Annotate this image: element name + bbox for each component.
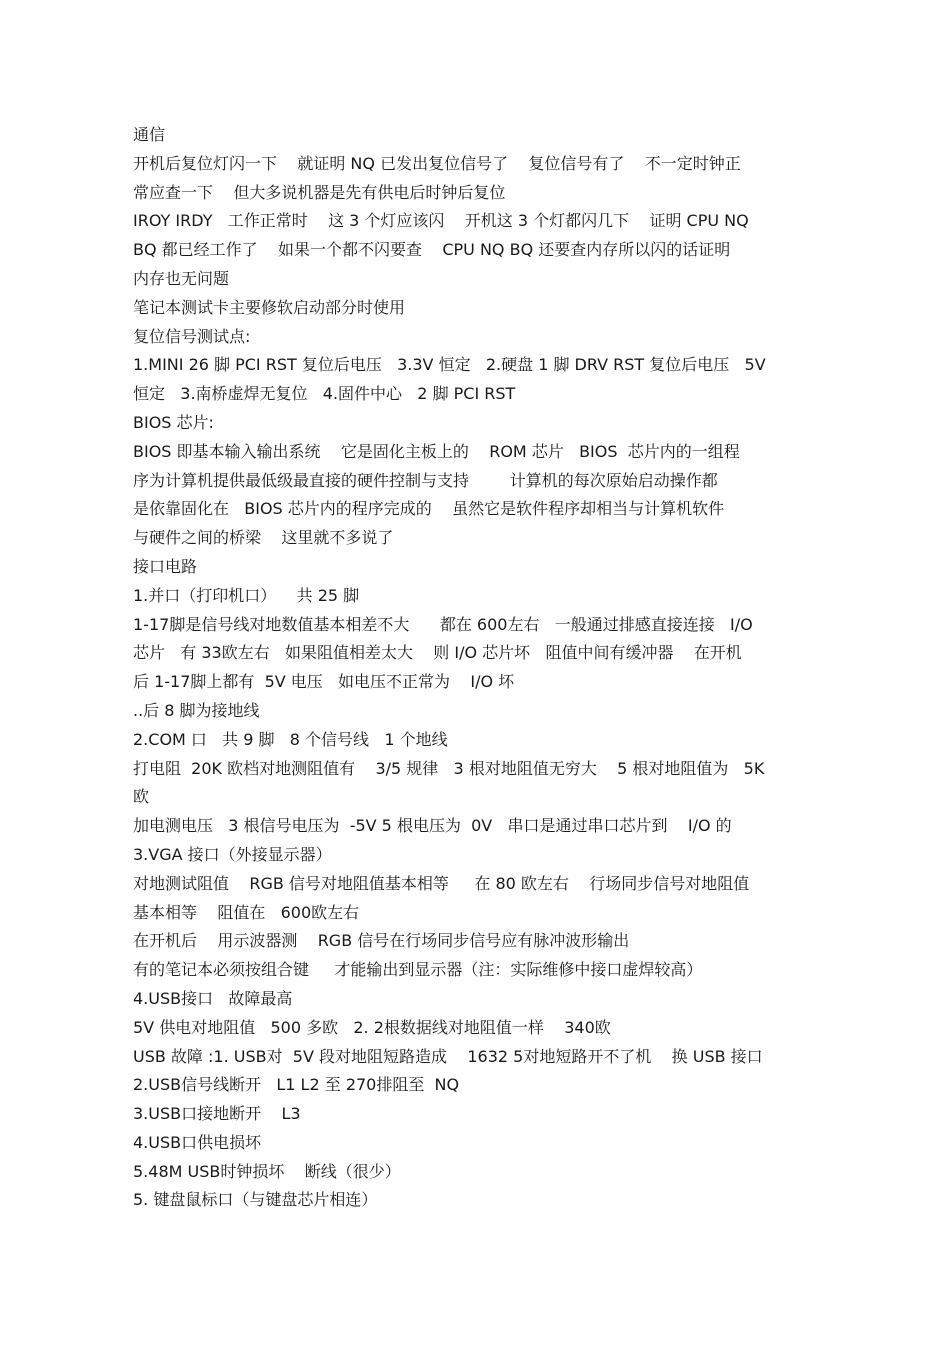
text-line: 后 1-17脚上都有 5V 电压 如电压不正常为 I/O 坏 <box>133 672 515 692</box>
text-line: 序为计算机提供最低级最直接的硬件控制与支持 计算机的每次原始启动操作都 <box>133 470 718 490</box>
text-line: 2.USB信号线断开 L1 L2 至 270排阻至 NQ <box>133 1075 460 1095</box>
text-line: BIOS 即基本输入输出系统 它是固化主板上的 ROM 芯片 BIOS 芯片内的一组程 <box>133 441 740 461</box>
text-line: 对地测试阻值 RGB 信号对地阻值基本相等 在 80 欧左右 行场同步信号对地阻值 <box>133 873 750 893</box>
text-line: 通信 <box>133 125 166 144</box>
text-line: 笔记本测试卡主要修软启动部分时使用 <box>133 297 406 317</box>
text-line: ..后 8 脚为接地线 <box>133 700 260 720</box>
text-line: 5V 供电对地阻值 500 多欧 2. 2根数据线对地阻值一样 340欧 <box>133 1017 611 1037</box>
text-line: 4.USB接口 故障最高 <box>133 988 293 1008</box>
text-line: 基本相等 阻值在 600欧左右 <box>133 902 360 922</box>
text-line: 1-17脚是信号线对地数值基本相差不大 都在 600左右 一般通过排感直接连接 I/O <box>133 614 753 634</box>
text-line: 接口电路 <box>133 556 198 576</box>
text-line: 复位信号测试点: <box>133 326 251 346</box>
text-line: 恒定 3.南桥虚焊无复位 4.固件中心 2 脚 PCI RST <box>133 384 516 404</box>
text-line: 在开机后 用示波器测 RGB 信号在行场同步信号应有脉冲波形输出 <box>133 931 630 951</box>
text-line: USB 故障 :1. USB对 5V 段对地阻短路造成 1632 5对地短路开不了机 换 USB 接口 <box>133 1046 763 1066</box>
text-line: 打电阻 20K 欧档对地测阻值有 3/5 规律 3 根对地阻值无穷大 5 根对地阻值为 5K <box>133 758 765 778</box>
text-line: 3.USB口接地断开 L3 <box>133 1104 301 1124</box>
text-line: 5. 键盘鼠标口（与键盘芯片相连） <box>133 1190 378 1210</box>
text-line: 内存也无问题 <box>133 268 230 288</box>
text-line: BIOS 芯片: <box>133 412 214 432</box>
text-line: 4.USB口供电损坏 <box>133 1132 262 1152</box>
text-line: 1.并口（打印机口） 共 25 脚 <box>133 585 360 605</box>
text-line: 有的笔记本必须按组合键 才能输出到显示器（注：实际维修中接口虚焊较高） <box>133 960 703 980</box>
text-line: 常应查一下 但大多说机器是先有供电后时钟后复位 <box>133 182 506 202</box>
text-line: 欧 <box>133 787 150 807</box>
text-line: 芯片 有 33欧左右 如果阻值相差太大 则 I/O 芯片坏 阻值中间有缓冲器 在开机 <box>133 643 742 663</box>
text-line: 1.MINI 26 脚 PCI RST 复位后电压 3.3V 恒定 2.硬盘 1 脚 DRV RST 复位后电压 5V <box>133 355 766 375</box>
text-line: 加电测电压 3 根信号电压为 -5V 5 根电压为 0V 串口是通过串口芯片到 I/O 的 <box>133 816 732 836</box>
text-line: 5.48M USB时钟损坏 断线（很少） <box>133 1161 401 1181</box>
text-line: 与硬件之间的桥梁 这里就不多说了 <box>133 528 394 548</box>
text-line: 3.VGA 接口（外接显示器） <box>133 844 332 864</box>
text-line: IROY IRDY 工作正常时 这 3 个灯应该闪 开机这 3 个灯都闪几下 证明 CPU NQ <box>133 211 749 231</box>
text-line: 开机后复位灯闪一下 就证明 NQ 已发出复位信号了 复位信号有了 不一定时钟正 <box>133 153 741 173</box>
text-line: 是依靠固化在 BIOS 芯片内的程序完成的 虽然它是软件程序却相当与计算机软件 <box>133 499 725 519</box>
text-line: BQ 都已经工作了 如果一个都不闪要查 CPU NQ BQ 还要查内存所以闪的话证明 <box>133 240 731 260</box>
document-text <box>133 121 813 1215</box>
text-line: 2.COM 口 共 9 脚 8 个信号线 1 个地线 <box>133 729 448 749</box>
